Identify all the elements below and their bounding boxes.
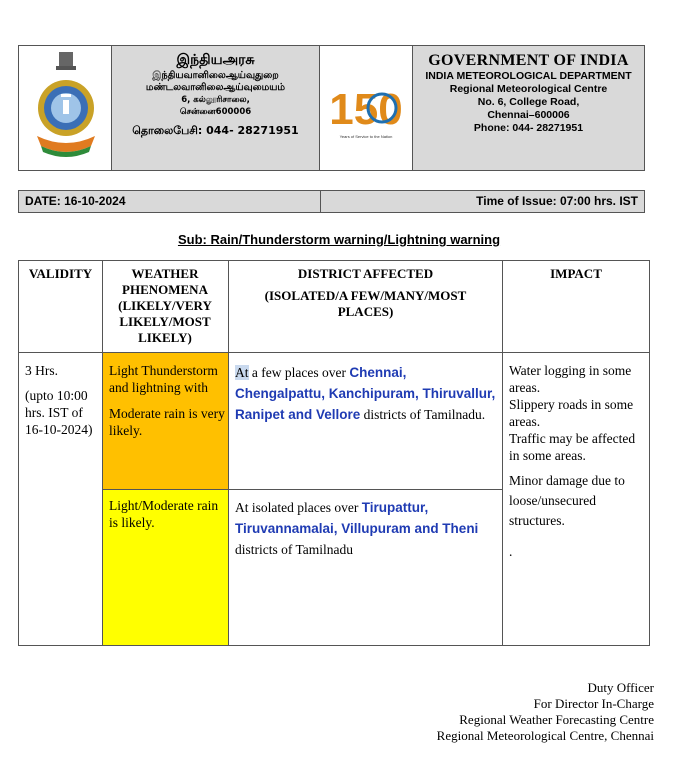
validity-cell [25, 362, 99, 438]
signature-duty-officer: Duty Officer [587, 680, 654, 695]
row2-district [235, 497, 497, 560]
row2-phenomena: Light/Moderate rain is likely. [109, 498, 219, 530]
header-impact: IMPACT [550, 266, 602, 281]
row1-district-pre: a few places over [248, 365, 350, 380]
issue-time: Time of Issue: 07:00 hrs. IST [476, 194, 638, 208]
row1-district-at: At [235, 365, 249, 380]
row1-phenomena-line2: Moderate rain is very likely. [109, 406, 225, 438]
header-district [229, 261, 502, 320]
anniversary-150-text: 150 [329, 85, 403, 134]
header-district-title: DISTRICT AFFECTED [297, 266, 434, 281]
impact-damage: Minor damage due to loose/unsecured structures. [509, 473, 625, 528]
row1-district-post: districts of Tamilnadu. [360, 407, 486, 422]
signature-block [437, 680, 654, 744]
impact-traffic: Traffic may be affected in some areas. [509, 431, 636, 463]
tamil-title: இந்தியஅரசு [176, 52, 255, 68]
signature-director: For Director In-Charge [533, 696, 654, 711]
signature-rwfc: Regional Weather Forecasting Centre [459, 712, 654, 727]
header-district-sub: (ISOLATED/A FEW/MANY/MOST PLACES) [264, 288, 467, 319]
signature-rmc: Regional Meteorological Centre, Chennai [436, 728, 654, 743]
impact-dot: . [509, 544, 513, 559]
row1-district [235, 362, 497, 425]
tamil-centre: மண்டலவானிலைஆய்வுமையம் [145, 82, 286, 93]
govt-title: GOVERNMENT OF INDIA [428, 52, 629, 69]
english-header [413, 46, 644, 170]
tamil-address: 6, கல்லூரிசாலை, [181, 95, 250, 105]
centre-name: Regional Meteorological Centre [449, 83, 608, 95]
issue-date: DATE: 16-10-2024 [19, 191, 321, 212]
header-validity: VALIDITY [28, 266, 93, 281]
date-bar [18, 190, 645, 213]
letterhead [18, 45, 645, 171]
tamil-dept: இந்தியவானிலைஆய்வுதுறை [152, 70, 279, 81]
row1-phenomena-line1: Light Thunderstorm and lightning with [109, 363, 218, 395]
validity-upto: (upto 10:00 hrs. IST of 16-10-2024) [25, 388, 93, 437]
row2-district-names: Tirupattur, Tiruvannamalai, Villupuram and Theni [235, 500, 479, 536]
address-line: No. 6, College Road, [477, 96, 580, 108]
phone-line: Phone: 044- 28271951 [473, 122, 584, 134]
tamil-phone: தொலைபேசி: 044- 28271951 [132, 124, 299, 137]
city-line: Chennai–600006 [487, 109, 570, 121]
row2-district-pre: At isolated places over [235, 500, 362, 515]
tamil-header [112, 46, 320, 170]
tamil-city: சென்னை600006 [179, 107, 252, 117]
impact-cell [509, 362, 645, 560]
validity-hours: 3 Hrs. [25, 363, 58, 378]
impact-waterlogging: Water logging in some areas. [509, 363, 632, 395]
anniversary-logo-cell [320, 46, 413, 170]
imd-emblem-icon [19, 46, 112, 170]
subject-line: Sub: Rain/Thunderstorm warning/Lightning warning [177, 232, 501, 247]
header-phenomena: WEATHER PHENOMENA (LIKELY/VERY LIKELY/MOST LIKELY) [118, 266, 212, 345]
imd-emblem-cell [19, 46, 112, 170]
row1-district-names: Chennai, Chengalpattu, Kanchipuram, Thiruvallur, Ranipet and Vellore [235, 365, 496, 422]
row1-phenomena [109, 362, 225, 439]
dept-name: INDIA METEOROLOGICAL DEPARTMENT [425, 70, 632, 82]
warning-table [18, 260, 650, 646]
anniversary-caption: Years of Service to the Nation [339, 134, 393, 139]
impact-slippery: Slippery roads in some areas. [509, 397, 634, 429]
anniversary-150-logo-icon [320, 46, 413, 170]
row2-district-post: districts of Tamilnadu [235, 542, 354, 557]
